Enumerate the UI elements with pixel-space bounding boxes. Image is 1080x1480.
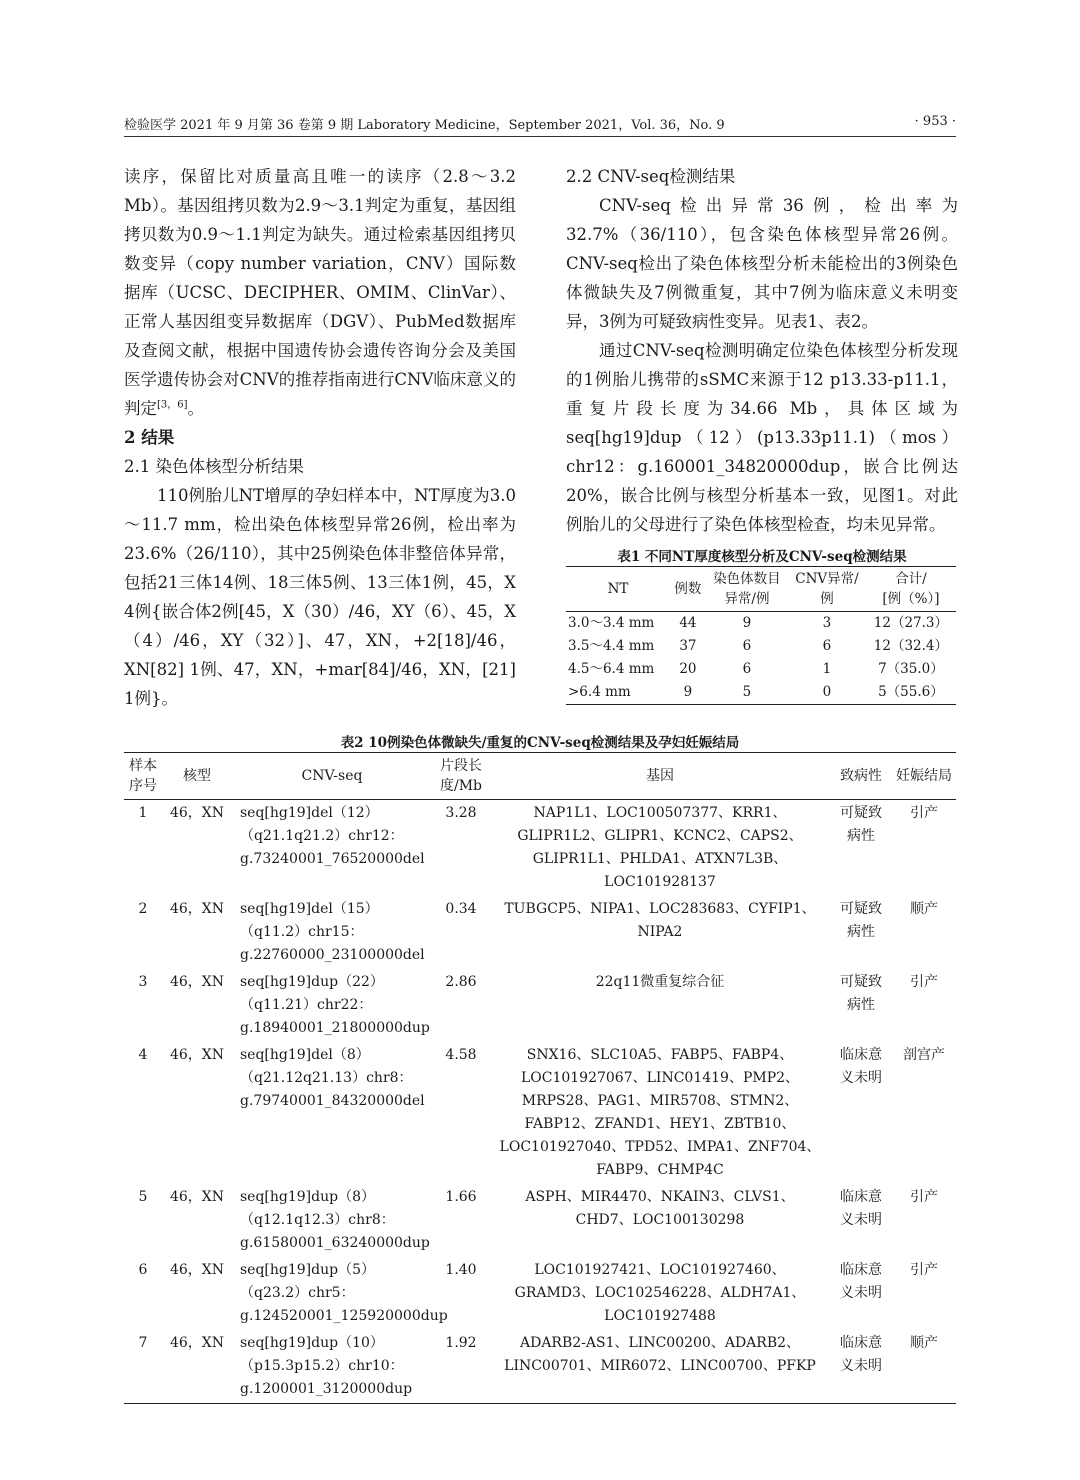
section-heading: 2 结果 [124, 428, 175, 447]
table-cell: 临床意 义未明 [840, 1047, 882, 1086]
table-cell: 0.34 [445, 901, 477, 917]
table-header-cell: NT [566, 567, 670, 612]
table-cell: 1 [138, 805, 148, 821]
table-cell: 46，XN [169, 1189, 225, 1205]
table-header-cell: CNV异常/ 例 [788, 567, 866, 612]
table-row [124, 1184, 956, 1257]
table-cell: 1 [822, 661, 832, 677]
paragraph [124, 162, 516, 423]
table-row [124, 1042, 956, 1184]
table-cell: 1.40 [445, 1262, 477, 1278]
table-row [566, 681, 956, 705]
table-row [124, 1257, 956, 1330]
table-cell: 引产 [910, 805, 938, 821]
table2-caption: 表2 10例染色体微缺失/重复的CNV-seq检测结果及孕妇妊娠结局 [340, 735, 740, 751]
table-cell: 5 [138, 1189, 148, 1205]
table-row [124, 969, 956, 1042]
table-cell: seq[hg19]del（8） （q21.12q21.13）chr8： g.79740001_84320000del [240, 1047, 425, 1109]
subsection-heading: 2.1 染色体核型分析结果 [124, 457, 304, 476]
table-cell: 7（35.0） [878, 661, 944, 677]
left-column [124, 162, 516, 713]
table-cell: LOC101927421、LOC101927460、GRAMD3、LOC102546228、ALDH7A1、LOC101927488 [514, 1262, 806, 1324]
table-cell: 46，XN [162, 1330, 232, 1404]
table-header-cell: 染色体数目 异常/例 [706, 567, 788, 612]
table-cell: 3.0～3.4 mm [568, 615, 655, 631]
table-cell: 2.86 [445, 974, 477, 990]
table-cell: 3.5～4.4 mm [568, 638, 655, 654]
table-cell: 可疑致 病性 [840, 901, 882, 940]
table-cell: seq[hg19]dup（10） （p15.3p15.2）chr10： g.1200001_3120000dup [232, 1330, 432, 1404]
table-header-cell: 片段长 度/Mb [432, 753, 490, 800]
table-header-cell: 例数 [670, 567, 706, 612]
page-number: · 953 · [914, 114, 956, 129]
table-cell: 6 [742, 661, 752, 677]
table-cell: seq[hg19]dup（5） （q23.2）chr5： g.124520001_125920000dup [240, 1262, 448, 1324]
table-cell: 5（55.6） [866, 681, 956, 705]
table-row [124, 896, 956, 969]
table-cell: 4 [138, 1047, 148, 1063]
table-cell: 临床意 义未明 [840, 1189, 882, 1228]
table-row [566, 658, 956, 681]
table-cell: 46，XN [169, 805, 225, 821]
table-cell: 6 [822, 638, 832, 654]
table-header-cell: 合计/ [例（%）] [866, 567, 956, 612]
table-row [566, 612, 956, 636]
table-cell: 20 [679, 661, 697, 677]
table-header-cell: 致病性 [830, 753, 892, 800]
table-cell: 0 [788, 681, 866, 705]
table-header-cell: 样本 序号 [124, 753, 162, 800]
table-cell: 3 [138, 974, 148, 990]
table-cell: 9 [670, 681, 706, 705]
table-cell: 顺产 [910, 901, 938, 917]
table-cell: 46，XN [169, 974, 225, 990]
table-row [124, 1330, 956, 1404]
table-cell: seq[hg19]dup（8） （q12.1q12.3）chr8： g.61580001_63240000dup [240, 1189, 430, 1251]
table-cell: 顺产 [892, 1330, 956, 1404]
table-cell: 22q11微重复综合征 [595, 974, 725, 990]
table-cell: seq[hg19]del（12） （q21.1q21.2）chr12： g.73240001_76520000del [240, 805, 425, 867]
table-cell: 剖宫产 [903, 1047, 945, 1063]
table-cell: 2 [138, 901, 148, 917]
table1-caption: 表1 不同NT厚度核型分析及CNV-seq检测结果 [617, 549, 907, 565]
table-cell: 3 [822, 615, 832, 631]
paragraph-text: 。 [187, 399, 205, 418]
table-header-cell: 核型 [162, 753, 232, 800]
journal-citation: 检验医学 2021 年 9 月第 36 卷第 9 期 Laboratory Medicine，September 2021，Vol. 36，No. 9 [124, 118, 725, 133]
table-header-cell: 基因 [490, 753, 830, 800]
table-cell: 6 [138, 1262, 148, 1278]
table-cell: NAP1L1、LOC100507377、KRR1、GLIPR1L2、GLIPR1、KCNC2、CAPS2、GLIPR1L1、PHLDA1、ATXN7L3B、LOC101928137 [517, 805, 803, 890]
table-cell: 4.58 [445, 1047, 477, 1063]
table-cell: 引产 [910, 1262, 938, 1278]
table-cell: 1.92 [432, 1330, 490, 1404]
table-cell: ASPH、MIR4470、NKAIN3、CLVS1、CHD7、LOC100130298 [525, 1189, 795, 1228]
table-cell: 12（32.4） [873, 638, 949, 654]
table-cell: 46，XN [169, 1047, 225, 1063]
table-row [124, 800, 956, 897]
header-rule [124, 136, 956, 137]
table-cell: 1.66 [445, 1189, 477, 1205]
paragraph: 110例胎儿NT增厚的孕妇样本中，NT厚度为3.0～11.7 mm，检出染色体核型异常26例，检出率为23.6%（26/110），其中25例染色体非整倍体异常，包括21三体14例、18三体5例、13三体1例，45，X 4例{嵌合体2例[45，X（30）/46，XY（6）、45，X（4）/46，XY（32）]、47，XN，+2[18]/46，XN[82] 1例、47，XN，+mar[84]/46，XN，[21] 1例}。 [124, 486, 516, 708]
table-cell: 44 [679, 615, 697, 631]
table-cell: 46，XN [169, 1262, 225, 1278]
table2 [124, 752, 956, 1404]
table-header-row [566, 567, 956, 612]
table-cell: seq[hg19]del（15） （q11.2）chr15： g.22760000_23100000del [240, 901, 425, 963]
table-cell: 可疑致 病性 [840, 805, 882, 844]
table-header-row [124, 753, 956, 800]
table-cell: TUBGCP5、NIPA1、LOC283683、CYFIP1、NIPA2 [504, 901, 816, 940]
table-cell: 3.28 [445, 805, 477, 821]
paragraph: CNV-seq检出异常36例，检出率为32.7%（36/110），包含染色体核型异常26例。CNV-seq检出了染色体核型分析未能检出的3例染色体微缺失及7例微重复，其中7例为临床意义未明变异，3例为可疑致病性变异。见表1、表2。 [566, 196, 958, 331]
table1 [566, 566, 956, 705]
paragraph: 通过CNV-seq检测明确定位染色体核型分析发现的1例胎儿携带的sSMC来源于12 p13.33-p11.1，重复片段长度为34.66 Mb，具体区域为seq[hg19]dup（12）(p13.33p11.1)（mos） chr12：g.160001_34820000dup，嵌合比例达20%，嵌合比例与核型分析基本一致，见图1。对此例胎儿的父母进行了染色体核型检查，均未见异常。 [566, 341, 958, 534]
table-row [566, 635, 956, 658]
table-cell: 5 [706, 681, 788, 705]
table-cell: 引产 [910, 974, 938, 990]
table-cell: 37 [679, 638, 697, 654]
table-cell: 46，XN [169, 901, 225, 917]
table-cell: 引产 [910, 1189, 938, 1205]
table-header-cell: 妊娠结局 [892, 753, 956, 800]
table-cell: SNX16、SLC10A5、FABP5、FABP4、LOC101927067、LINC01419、PMP2、MRPS28、PAG1、MIR5708、STMN2、FABP12、ZFAND1、HEY1、ZBTB10、LOC101927040、TPD52、IMPA1、ZNF704、FABP9、CHMP4C [499, 1047, 821, 1178]
paragraph-text: 读序，保留比对质量高且唯一的读序（2.8～3.2 Mb）。基因组拷贝数为2.9～3.1判定为重复，基因组拷贝数为0.9～1.1判定为缺失。通过检索基因组拷贝数变异（copy number variation，CNV）国际数据库（UCSC、DECIPHER、OMIM、ClinVar）、正常人基因组变异数据库（DGV）、PubMed数据库及查阅文献，根据中国遗传协会遗传咨询分会及美国医学遗传协会对CNV的推荐指南进行CNV临床意义的判定 [124, 167, 516, 418]
table-cell: 7 [124, 1330, 162, 1404]
table-cell: 12（27.3） [873, 615, 949, 631]
right-column [566, 162, 958, 539]
table-cell: 6 [742, 638, 752, 654]
table-cell: >6.4 mm [566, 681, 670, 705]
table-cell: 临床意 义未明 [830, 1330, 892, 1404]
table-header-cell: CNV-seq [232, 753, 432, 800]
table-cell: 可疑致 病性 [840, 974, 882, 1013]
table-cell: seq[hg19]dup（22） （q11.21）chr22： g.18940001_21800000dup [240, 974, 430, 1036]
table-cell: ADARB2-AS1、LINC00200、ADARB2、LINC00701、MIR6072、LINC00700、PFKP [490, 1330, 830, 1404]
table-cell: 临床意 义未明 [840, 1262, 882, 1301]
table-cell: 4.5～6.4 mm [568, 661, 655, 677]
table-cell: 9 [742, 615, 752, 631]
citation-ref: [3，6] [157, 399, 188, 411]
subsection-heading: 2.2 CNV-seq检测结果 [566, 167, 736, 186]
